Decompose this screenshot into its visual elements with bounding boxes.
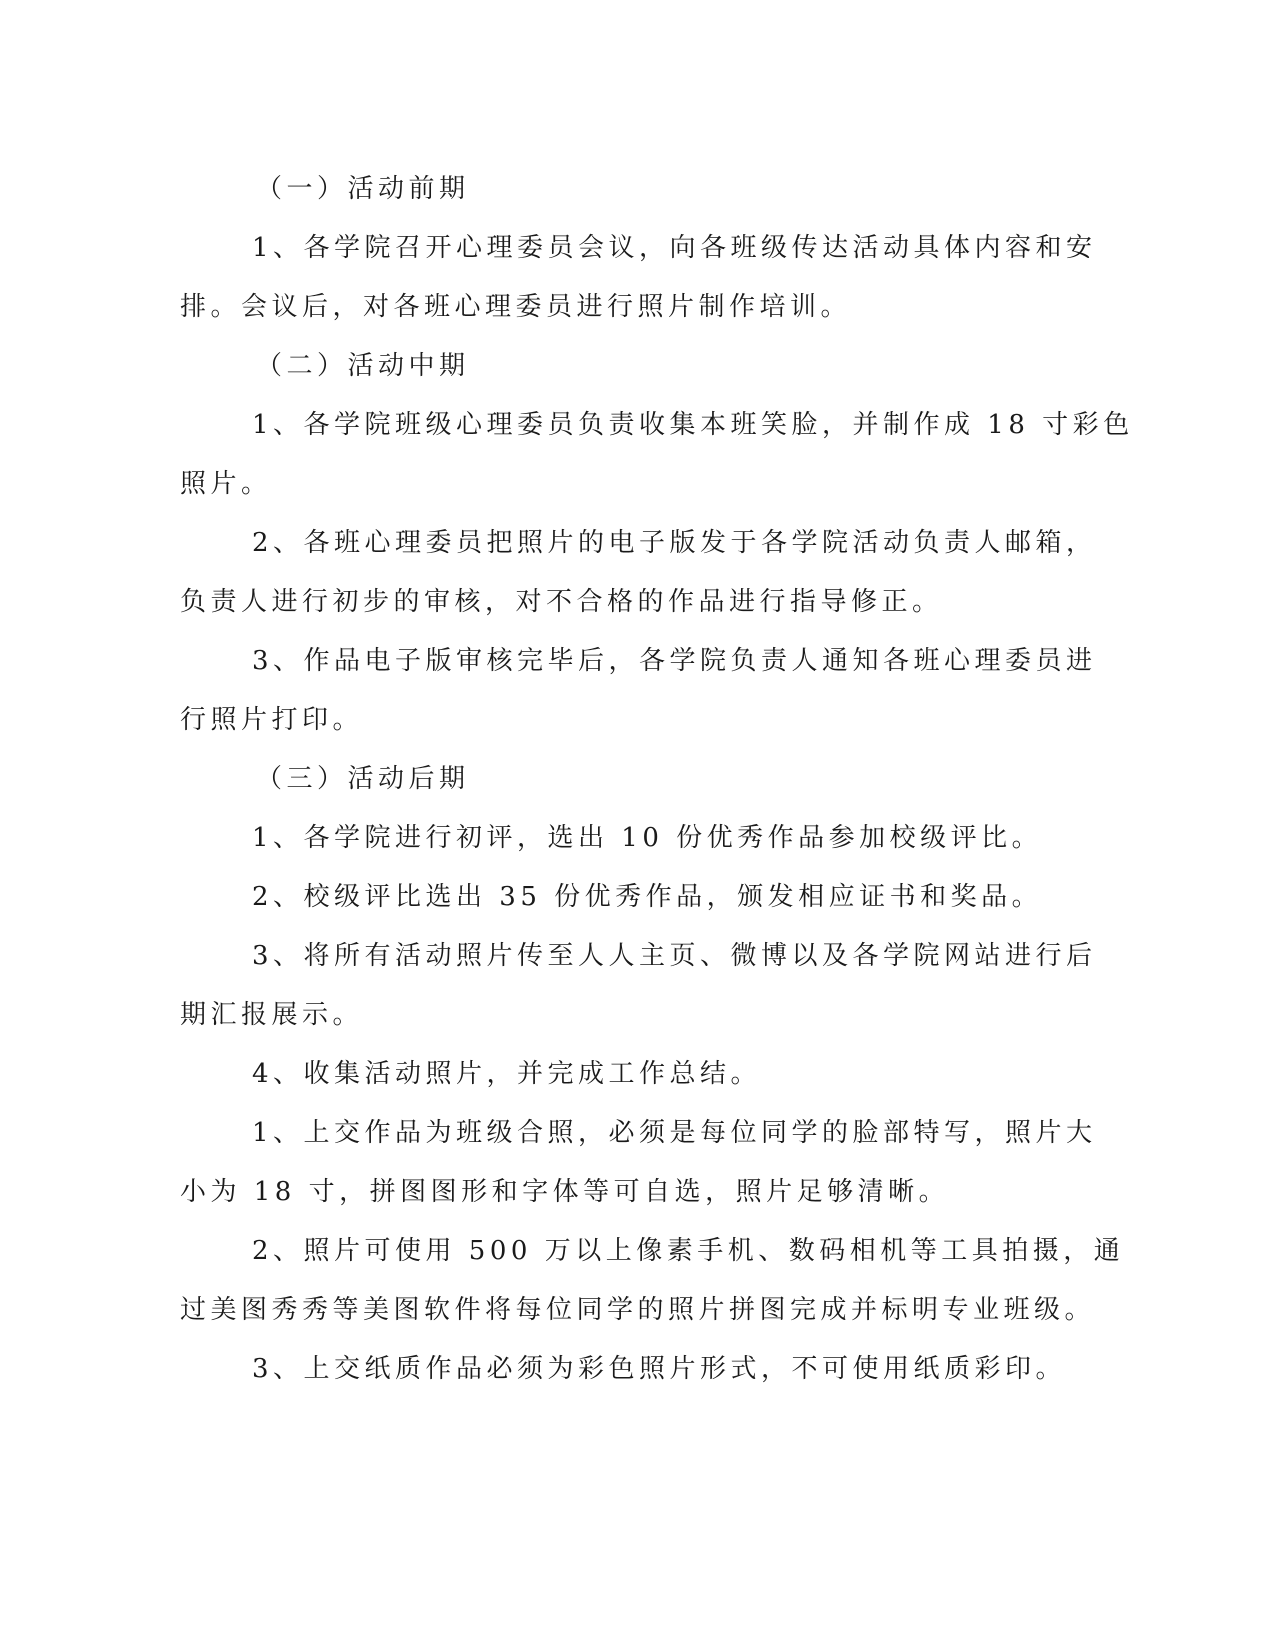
paragraph-line: 1、各学院班级心理委员负责收集本班笑脸，并制作成 18 寸彩色 <box>252 410 1134 440</box>
section-heading: （一）活动前期 <box>256 174 470 204</box>
section-heading: （二）活动中期 <box>256 351 470 381</box>
paragraph-line: 1、各学院召开心理委员会议，向各班级传达活动具体内容和安 <box>252 233 1097 263</box>
paragraph-line: 2、照片可使用 500 万以上像素手机、数码相机等工具拍摄，通 <box>252 1236 1125 1266</box>
paragraph-line: 排。会议后，对各班心理委员进行照片制作培训。 <box>180 292 852 322</box>
paragraph-line: 3、上交纸质作品必须为彩色照片形式，不可使用纸质彩印。 <box>252 1354 1067 1384</box>
paragraph-line: 行照片打印。 <box>180 705 364 735</box>
paragraph-line: 2、校级评比选出 35 份优秀作品，颁发相应证书和奖品。 <box>252 882 1043 912</box>
paragraph-line: 3、将所有活动照片传至人人主页、微博以及各学院网站进行后 <box>252 941 1097 971</box>
section-heading: （三）活动后期 <box>256 764 470 794</box>
paragraph-line: 负责人进行初步的审核，对不合格的作品进行指导修正。 <box>180 587 943 617</box>
paragraph-line: 2、各班心理委员把照片的电子版发于各学院活动负责人邮箱， <box>252 528 1097 558</box>
paragraph-line: 4、收集活动照片，并完成工作总结。 <box>252 1059 762 1089</box>
paragraph-line: 期汇报展示。 <box>180 1000 364 1030</box>
paragraph-line: 1、各学院进行初评，选出 10 份优秀作品参加校级评比。 <box>252 823 1043 853</box>
document-body <box>180 160 1134 1399</box>
paragraph-line: 3、作品电子版审核完毕后，各学院负责人通知各班心理委员进 <box>252 646 1097 676</box>
paragraph-line: 小为 18 寸，拼图图形和字体等可自选，照片足够清晰。 <box>180 1177 950 1207</box>
paragraph-line: 过美图秀秀等美图软件将每位同学的照片拼图完成并标明专业班级。 <box>180 1295 1096 1325</box>
paragraph-line: 1、上交作品为班级合照，必须是每位同学的脸部特写，照片大 <box>252 1118 1097 1148</box>
paragraph-line: 照片。 <box>180 469 272 499</box>
